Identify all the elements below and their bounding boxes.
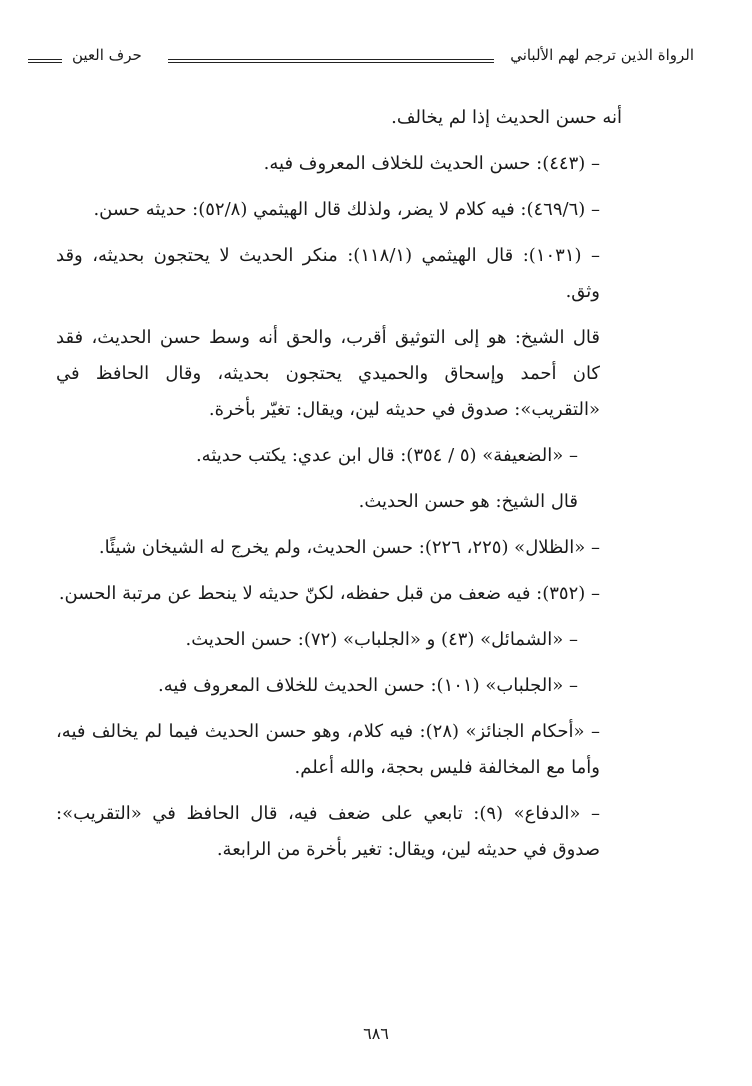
paragraph: – «الجلباب» (١٠١): حسن الحديث للخلاف المعروف فيه. — [158, 675, 578, 696]
paragraph: – «الظلال» (٢٢٥، ٢٢٦): حسن الحديث، ولم يخرج له الشيخان شيئًا. — [98, 537, 600, 558]
paragraph: – «الشمائل» (٤٣) و «الجلباب» (٧٢): حسن الحديث. — [185, 629, 578, 650]
paragraph: – (٣٥٢): فيه ضعف من قبل حفظه، لكنّ حديثه لا ينحط عن مرتبة الحسن. — [58, 583, 600, 604]
paragraph: – «الضعيفة» (٥ / ٣٥٤): قال ابن عدي: يكتب حديثه. — [195, 445, 578, 466]
header-rule-left — [28, 59, 62, 63]
paragraph: – (٤٦٩/٦): فيه كلام لا يضر، ولذلك قال الهيثمي (٥٢/٨): حديثه حسن. — [93, 199, 600, 220]
header-section: حرف العين — [72, 46, 142, 64]
paragraph: قال الشيخ: هو إلى التوثيق أقرب، والحق أنه وسط حسن الحديث، فقد كان أحمد وإسحاق والحميدي يحتجون بحديثه، وقال الحافظ في «التقريب»: صدوق في حديثه لين، ويقال: تغيّر بأخرة. — [56, 327, 600, 420]
page-body — [56, 100, 622, 878]
page-number: ٦٨٦ — [363, 1024, 389, 1043]
paragraph: قال الشيخ: هو حسن الحديث. — [358, 491, 578, 512]
paragraph: أنه حسن الحديث إذا لم يخالف. — [391, 107, 622, 128]
paragraph: – (٤٤٣): حسن الحديث للخلاف المعروف فيه. — [263, 153, 600, 174]
header-rule-middle — [168, 59, 494, 63]
paragraph: – (١٠٣١): قال الهيثمي (١١٨/١): منكر الحديث لا يحتجون بحديثه، وقد وثق. — [56, 245, 600, 302]
running-header — [28, 46, 694, 76]
paragraph: – «الدفاع» (٩): تابعي على ضعف فيه، قال الحافظ في «التقريب»: صدوق في حديثه لين، ويقال: تغير بأخرة من الرابعة. — [56, 803, 600, 860]
paragraph: – «أحكام الجنائز» (٢٨): فيه كلام، وهو حسن الحديث فيما لم يخالف فيه، وأما مع المخالفة فليس بحجة، والله أعلم. — [56, 721, 601, 778]
header-title: الرواة الذين ترجم لهم الألباني — [510, 46, 694, 64]
